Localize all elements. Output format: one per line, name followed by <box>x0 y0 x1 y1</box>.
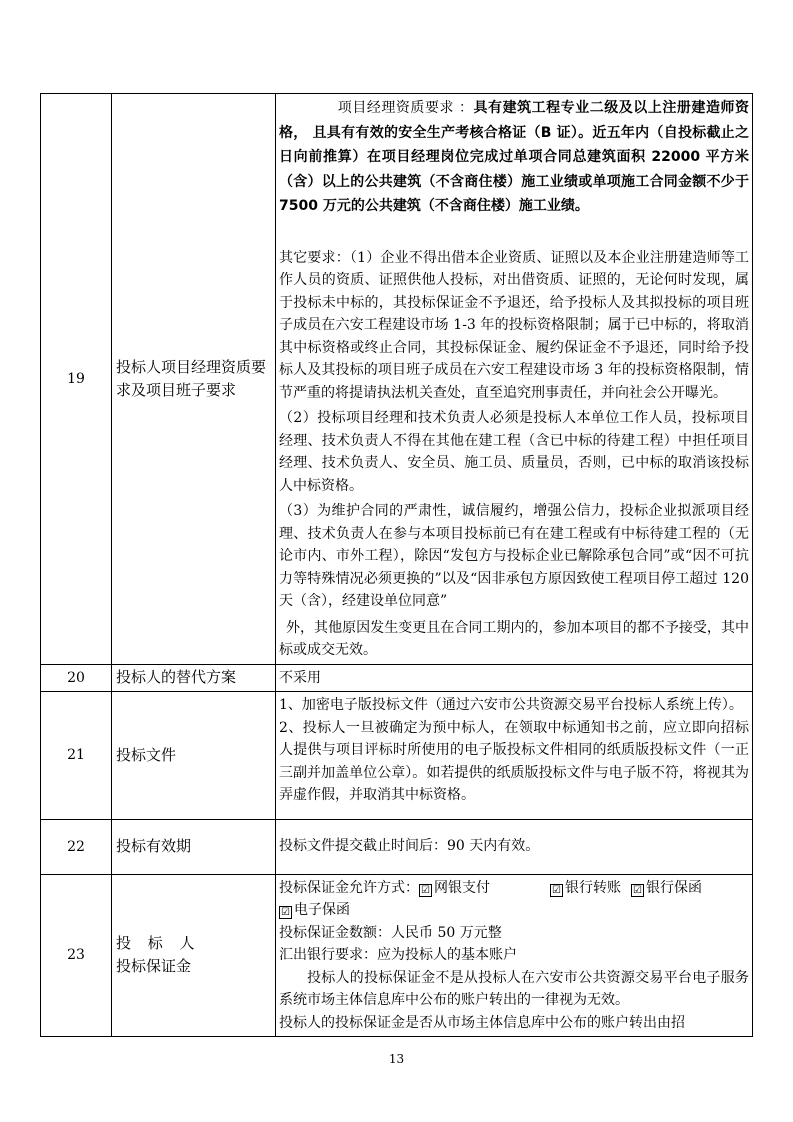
option-label: 电子保函 <box>294 902 350 918</box>
pm-requirement-text: 具有建筑工程专业二级及以上注册建造师资格， 且具有有效的安全生产考核合格证（B 证）。近五年内（自投标截止之日向前推算）在项目经理岗位完成过单项合同总建筑面积 22000 平方米（含）以上的公共建筑（不含商住楼）施工业绩或单项施工合同金额不少于 7500 万元的公共建筑（不含商住楼）施工业绩。 <box>279 100 749 214</box>
deposit-amount: 投标保证金数额：人民币 50 万元整 <box>279 924 502 941</box>
row-label: 投标人的替代方案 <box>112 664 276 692</box>
row-number: 20 <box>41 664 112 692</box>
other-requirement-4: 外，其他原因发生变更且在合同工期内的，参加本项目的都不予接受，其中标或成交无效。 <box>279 619 749 658</box>
bid-file-item-1: 1、加密电子版投标文件（通过六安市公共资源交易平台投标人系统上传）。 <box>279 697 743 713</box>
pm-requirement-paragraph <box>279 96 749 219</box>
other-requirement-3: （3）为维护合同的严肃性，诚信履约，增强公信力，投标企业拟派项目经理、技术负责人在参与本项目投标前已有在建工程或有中标待建工程的（无论市内、市外工程），除因“发包方与投标企业已解除承包合同”或“因不可抗力等特殊情况必须更换的”以及“因非承包方原因致使工程项目停工超过 120 天（含），经建设单位同意” <box>279 503 749 609</box>
row-label: 投标有效期 <box>112 819 276 874</box>
row-content: 不采用 <box>276 664 753 692</box>
row-label <box>112 874 276 1037</box>
bid-file-item-2: 2、投标人一旦被确定为预中标人，在领取中标通知书之前，应立即向招标人提供与项目评标时所使用的电子版投标文件相同的纸质版投标文件（一正三副并加盖单位公章）。如若提供的纸质版投标文件与电子版不符，将视其为弄虚作假，并取消其中标资格。 <box>279 719 749 803</box>
deposit-methods <box>279 877 749 900</box>
table-row-22 <box>41 819 753 874</box>
row-label: 投标人项目经理资质要求及项目班子要求 <box>112 94 276 665</box>
checkbox-checked-icon: ☑ <box>279 906 292 919</box>
page-number: 13 <box>388 1052 405 1066</box>
row-content <box>276 692 753 820</box>
deposit-methods-label: 投标保证金允许方式： <box>279 879 419 896</box>
row-number: 23 <box>41 874 112 1037</box>
table-row-21 <box>41 692 753 820</box>
bid-data-table <box>40 93 753 1037</box>
table-row-20 <box>41 664 753 692</box>
option-online-banking <box>419 880 490 896</box>
row-content: 投标文件提交截止时间后：90 天内有效。 <box>276 819 753 874</box>
row-label-line-2: 投标保证金 <box>116 957 192 976</box>
row-number: 22 <box>41 819 112 874</box>
checkbox-checked-icon: ☑ <box>419 884 432 897</box>
pm-requirement-intro: 项目经理资质要求 ： <box>337 100 474 116</box>
remitting-bank-requirement: 汇出银行要求：应为投标人的基本账户 <box>279 947 517 963</box>
option-label: 网银支付 <box>434 879 490 896</box>
row-content <box>276 94 753 665</box>
option-label: 银行保函 <box>646 879 702 896</box>
deposit-account-check: 投标人的投标保证金是否从市场主体信息库中公布的账户转出由招 <box>279 1014 685 1031</box>
other-requirement-2: （2）投标项目经理和技术负责人必须是投标人本单位工作人员，投标项目经理、技术负责人不得在其他在建工程（含已中标的待建工程）中担任项目经理、技术负责人、安全员、施工员、质量员，否则，已中标的取消该投标人中标资格。 <box>279 410 749 494</box>
row-label-line-1: 投 标 人 <box>116 934 201 953</box>
option-electronic-guarantee <box>279 899 749 922</box>
option-bank-transfer <box>550 880 621 896</box>
option-label: 银行转账 <box>565 879 621 896</box>
spacer <box>279 219 749 247</box>
deposit-invalid-rule: 投标人的投标保证金不是从投标人在六安市公共资源交易平台电子服务系统市场主体信息库中公布的账户转出的一律视为无效。 <box>279 969 749 1008</box>
checkbox-checked-icon: ☑ <box>550 884 563 897</box>
row-label: 投标文件 <box>112 692 276 820</box>
table-row-19 <box>41 94 753 665</box>
table-row-23 <box>41 874 753 1037</box>
option-bank-guarantee <box>631 880 702 896</box>
checkbox-checked-icon: ☑ <box>631 884 644 897</box>
row-content <box>276 874 753 1037</box>
row-number: 21 <box>41 692 112 820</box>
row-number: 19 <box>41 94 112 665</box>
other-requirement-1: 其它要求：（1）企业不得出借本企业资质、证照以及本企业注册建造师等工作人员的资质、证照供他人投标，对出借资质、证照的，无论何时发现，属于投标未中标的，其投标保证金不予退还，给予投标人及其拟投标的项目班子成员在六安工程建设市场 1-3 年的投标资格限制；属于已中标的，将取消其中标资格或终止合同，其投标保证金、履约保证金不予退还，同时给予投标人及其投标的项目班子成员在六安工程建设市场 3 年的投标资格限制，情节严重的将提请执法机关查处，直至追究刑事责任，并向社会公开曝光。 <box>279 249 749 401</box>
